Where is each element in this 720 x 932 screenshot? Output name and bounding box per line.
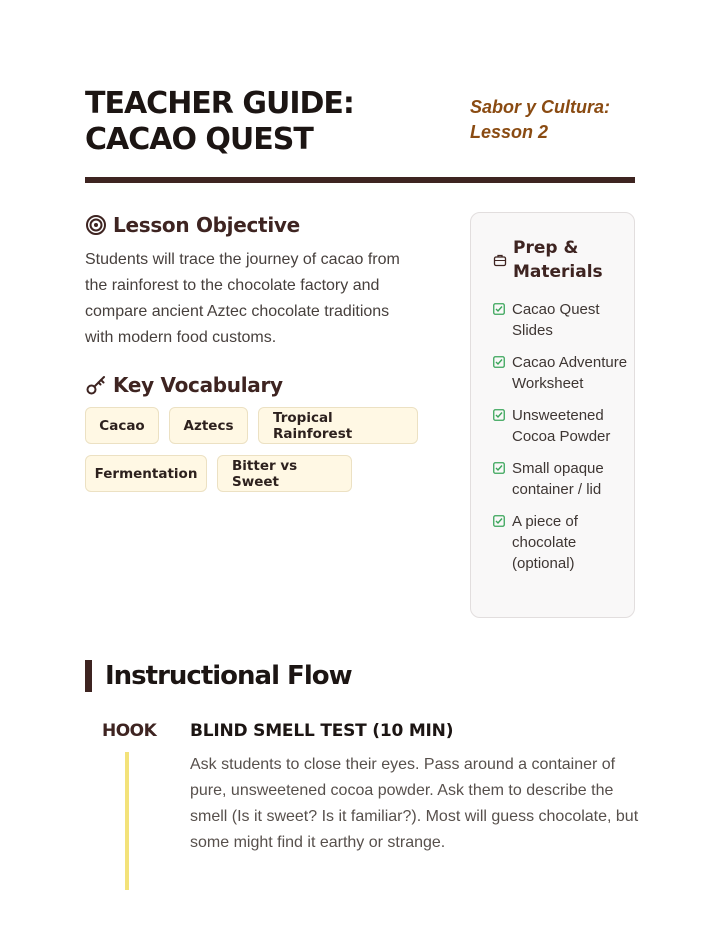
checkbox-checked-icon [493, 409, 505, 421]
material-label: Unsweetened Cocoa Powder [512, 407, 611, 445]
page-title-line-1: TEACHER GUIDE: [85, 86, 354, 121]
prep-materials-card [470, 212, 635, 618]
materials-list [493, 299, 628, 585]
list-item [493, 511, 628, 574]
vocab-chip: Fermentation [85, 455, 207, 492]
flow-title: Instructional Flow [105, 661, 352, 691]
flow-heading-accent-bar [85, 660, 92, 692]
list-item [493, 299, 628, 341]
prep-title-line-2: Materials [513, 262, 603, 282]
checkbox-checked-icon [493, 515, 505, 527]
vocabulary-title: Key Vocabulary [113, 373, 283, 397]
step-timeline-bar [125, 752, 129, 890]
material-label: Cacao Adventure Worksheet [512, 354, 628, 392]
list-item [493, 352, 628, 394]
page-title-line-2: CACAO QUEST [85, 122, 313, 157]
vocab-chip: Aztecs [169, 407, 248, 444]
objective-title: Lesson Objective [113, 213, 300, 237]
briefcase-icon [493, 253, 507, 267]
checkbox-checked-icon [493, 462, 505, 474]
lesson-subtitle [470, 95, 610, 145]
lesson-subtitle-line-1: Sabor y Cultura: [470, 97, 611, 117]
checkbox-checked-icon [493, 356, 505, 368]
step-label: HOOK [102, 721, 157, 741]
lesson-subtitle-line-2: Lesson 2 [470, 122, 549, 142]
material-label: Small opaque container / lid [512, 460, 604, 498]
vocab-chip: Cacao [85, 407, 159, 444]
vocab-chip: Bitter vs Sweet [217, 455, 352, 492]
target-icon [85, 214, 107, 236]
vocab-chip: Tropical Rainforest [258, 407, 418, 444]
prep-title [513, 236, 603, 284]
list-item [493, 405, 628, 447]
page-header [85, 86, 635, 166]
prep-title-line-1: Prep & [513, 238, 579, 258]
vocabulary-heading [85, 370, 283, 400]
step-description: Ask students to close their eyes. Pass around a container of pure, unsweetened cocoa powder. Ask them to describe the smell (Is it sweet? Is it familiar?). Most will guess chocolate, but some might find it earthy or strange. [190, 756, 639, 851]
material-label: Cacao Quest Slides [512, 301, 600, 339]
page-title [85, 86, 354, 158]
objective-text: Students will trace the journey of cacao from the rainforest to the chocolate factory and compare ancient Aztec chocolate traditions with modern food customs. [85, 251, 400, 346]
step-title: BLIND SMELL TEST (10 MIN) [190, 721, 454, 741]
flow-heading [85, 660, 352, 692]
key-icon [85, 374, 107, 396]
checkbox-checked-icon [493, 303, 505, 315]
material-label: A piece of chocolate (optional) [512, 513, 578, 572]
header-divider [85, 177, 635, 183]
prep-heading [493, 236, 603, 284]
objective-heading [85, 210, 300, 240]
list-item [493, 458, 628, 500]
